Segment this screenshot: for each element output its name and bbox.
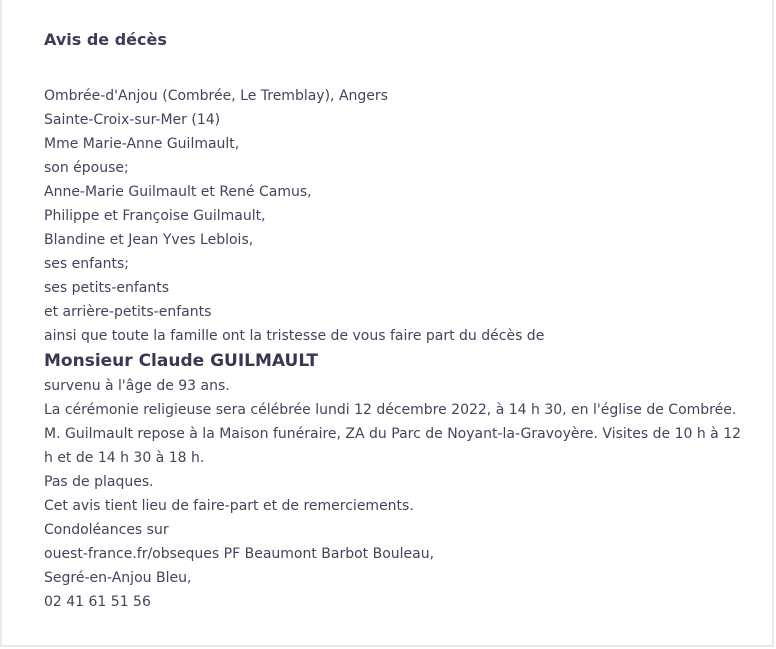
notice-line: ses enfants; bbox=[44, 256, 130, 272]
notice-line: Anne-Marie Guilmault et René Camus, bbox=[44, 184, 312, 200]
notice-line: ses petits-enfants bbox=[44, 280, 170, 296]
notice-line: et arrière-petits-enfants bbox=[44, 304, 212, 320]
notice-line: ainsi que toute la famille ont la tristesse de vous faire part du décès de bbox=[44, 328, 545, 344]
notice-body bbox=[44, 84, 744, 614]
notice-line: son épouse; bbox=[44, 160, 129, 176]
notice-line: survenu à l'âge de 93 ans. bbox=[44, 378, 230, 394]
notice-line: Blandine et Jean Yves Leblois, bbox=[44, 232, 254, 248]
notice-line: Philippe et Françoise Guilmault, bbox=[44, 208, 266, 224]
notice-line: ouest-france.fr/obseques PF Beaumont Barbot Bouleau, bbox=[44, 546, 435, 562]
notice-line: 02 41 61 51 56 bbox=[44, 594, 151, 610]
notice-line: Mme Marie-Anne Guilmault, bbox=[44, 136, 240, 152]
notice-line: Ombrée-d'Anjou (Combrée, Le Tremblay), Angers bbox=[44, 88, 388, 104]
notice-line: M. Guilmault repose à la Maison funéraire, ZA du Parc de Noyant-la-Gravoyère. Visites de 10 h à 12 h et de 14 h 30 à 18 h. bbox=[44, 426, 742, 466]
notice-line: Condoléances sur bbox=[44, 522, 169, 538]
notice-line: Sainte-Croix-sur-Mer (14) bbox=[44, 112, 221, 128]
notice-line: Cet avis tient lieu de faire-part et de remerciements. bbox=[44, 498, 414, 514]
obituary-card bbox=[44, 28, 744, 614]
notice-line: Segré-en-Anjou Bleu, bbox=[44, 570, 192, 586]
notice-line: La cérémonie religieuse sera célébrée lundi 12 décembre 2022, à 14 h 30, en l'église de Combrée. bbox=[44, 402, 737, 418]
notice-title: Avis de décès bbox=[44, 30, 167, 49]
notice-line: Pas de plaques. bbox=[44, 474, 154, 490]
deceased-name: Monsieur Claude GUILMAULT bbox=[44, 351, 318, 371]
